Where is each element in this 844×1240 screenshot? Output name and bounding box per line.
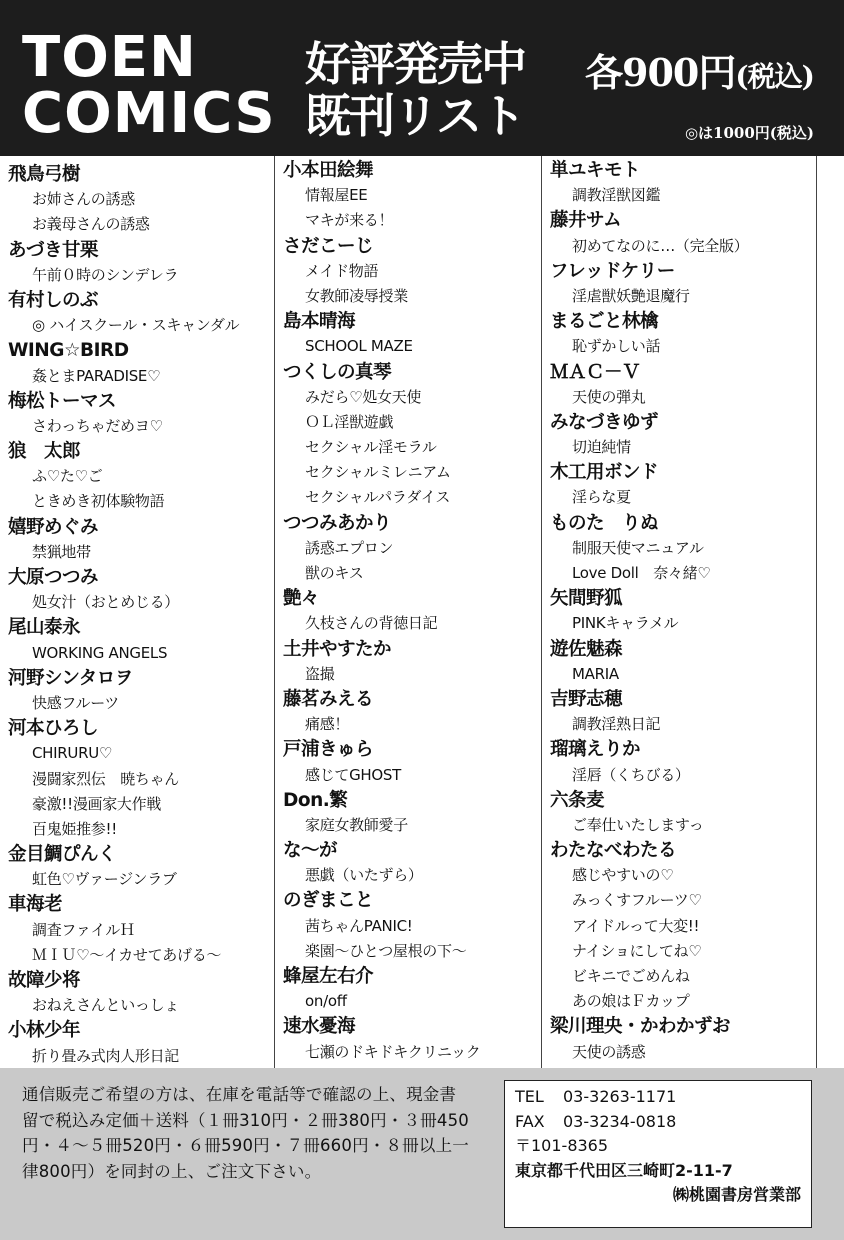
book-title: PINKキャラメル [572, 614, 679, 633]
book-title: 調教淫獣図鑑 [572, 186, 661, 205]
author-name: 木工用ボンド [550, 462, 659, 484]
author-name: ものた りぬ [550, 512, 659, 534]
book-title: 淫らな夏 [572, 488, 631, 507]
author-name: 吉野志穂 [550, 688, 623, 710]
book-title: セクシャルミレニアム [305, 463, 451, 482]
author-name: Don.繁 [283, 789, 348, 811]
author-name: 金目鯛ぴんく [8, 844, 117, 866]
brand-logo [22, 25, 276, 146]
fax-label: FAX [515, 1111, 545, 1131]
author-name: 飛鳥弓樹 [8, 164, 81, 185]
book-title: 調教淫熟日記 [572, 715, 661, 734]
book-title: 午前０時のシンデレラ [32, 265, 179, 284]
book-title: 処女汁（おとめじる） [32, 593, 180, 612]
author-name: 遊佐魅森 [550, 638, 623, 660]
book-title: 切迫純情 [572, 438, 631, 457]
book-title: さわっちゃだめヨ♡ [32, 416, 163, 435]
catalog-column-1 [0, 156, 274, 1068]
book-title: WORKING ANGELS [32, 643, 168, 662]
book-title: 女教師凌辱授業 [305, 286, 408, 305]
book-title: 漫闘家烈伝 暁ちゃん [32, 769, 180, 788]
author-name: まるごと林檎 [550, 311, 659, 333]
book-title: ◎ ハイスクール・スキャンダル [32, 316, 240, 335]
book-title: ナイショにしてね♡ [572, 941, 702, 960]
book-title: 制服天使マニュアル [572, 538, 704, 557]
book-title: セクシャルパラダイス [305, 488, 451, 507]
book-title: CHIRURU♡ [32, 744, 113, 763]
tel-row [515, 1085, 801, 1110]
author-name: 嬉野めぐみ [8, 516, 99, 538]
author-name: 艶々 [283, 588, 320, 610]
author-name: フレッドケリー [550, 260, 675, 282]
book-title: 天使の弾丸 [572, 387, 646, 406]
book-title: 調査ファイルＨ [32, 920, 135, 939]
book-title: ＭＩＵ♡～イカせてあげる～ [32, 945, 222, 964]
author-name: 藤茗みえる [283, 688, 374, 710]
author-name: 矢間野狐 [550, 588, 623, 610]
price-main: 各900円 [585, 50, 736, 95]
book-title: 淫虐獣妖艶退魔行 [572, 286, 690, 305]
catalog-column-2 [274, 156, 541, 1068]
author-name: つつみあかり [283, 512, 392, 534]
book-title: 家庭女教師愛子 [305, 815, 408, 834]
author-name: 蜂屋左右介 [283, 966, 374, 987]
author-name: 梁川理央・かわかずお [550, 1016, 731, 1038]
header-banner [0, 0, 844, 156]
author-name: 大原つつみ [8, 567, 99, 588]
author-name: 戸浦きゅら [283, 739, 374, 761]
mail-order-instructions: 通信販売ご希望の方は、在庫を電話等で確認の上、現金書留で税込み定価＋送料（１冊310円・２冊380円・３冊450円・４～５冊520円・６冊590円・７冊660円・８冊以上一律800円）を同封の上、ご注文下さい。 [22, 1085, 469, 1181]
list-title [305, 38, 525, 142]
author-name: ＭＡＣ－Ｖ [550, 361, 641, 383]
book-title: 獣のキス [305, 564, 364, 582]
author-name: WING☆BIRD [8, 340, 129, 362]
author-name: 瑠璃えりか [550, 739, 641, 761]
author-name: わたなべわたる [550, 840, 677, 862]
author-name: 六条麦 [550, 789, 605, 811]
order-footer [0, 1068, 844, 1240]
author-name: 有村しのぶ [8, 289, 99, 311]
author-name: 藤井サム [550, 210, 622, 232]
price-note: ◎は1000円(税込) [684, 124, 814, 142]
author-name: みなづきゆず [550, 411, 659, 433]
book-title: アイドルって大変!! [572, 916, 700, 935]
book-title: お義母さんの誘惑 [32, 215, 150, 234]
author-name: 単ユキモト [550, 160, 641, 181]
book-title: 痛感！ [305, 715, 350, 734]
book-title: 折り畳み式肉人形日記 [32, 1046, 180, 1065]
author-name: 小林少年 [8, 1020, 81, 1042]
book-title: 盗撮 [305, 664, 335, 683]
author-name: 速水憂海 [283, 1016, 356, 1038]
author-name: 土井やすたか [283, 638, 392, 660]
author-name: 河本ひろし [8, 718, 99, 740]
tel-number: 03-3263-1171 [563, 1087, 677, 1106]
author-name: 河野シンタロヲ [8, 667, 133, 689]
book-title: 禁猟地帯 [32, 542, 91, 561]
author-name: 小本田絵舞 [283, 160, 374, 181]
book-title: SCHOOL MAZE [305, 337, 413, 356]
book-title: 悪戯（いたずら） [305, 866, 423, 885]
author-name: 尾山泰永 [8, 617, 81, 639]
author-name: 故障少将 [8, 970, 81, 991]
author-name: な～が [283, 840, 338, 862]
book-title: ビキニでごめんね [572, 967, 690, 985]
book-title: 姦とまPARADISE♡ [32, 366, 161, 385]
title-line-1: 好評発売中 [305, 37, 525, 91]
author-name: つくしの真琴 [283, 361, 392, 383]
book-title: Love Doll 奈々緒♡ [572, 564, 711, 582]
author-name: 島本晴海 [283, 311, 356, 333]
book-title: ふ♡た♡ご [32, 467, 103, 486]
book-title: 感じてGHOST [305, 765, 401, 784]
book-title: あの娘はＦカップ [572, 992, 690, 1011]
book-title: MARIA [572, 664, 619, 683]
book-title: 初めてなのに…（完全版） [572, 236, 749, 255]
book-title: 虹色♡ヴァージンラブ [32, 870, 177, 889]
brand-line-1: TOEN [22, 25, 197, 90]
book-title: 淫唇（くちびる） [572, 765, 690, 784]
book-title: お姉さんの誘惑 [32, 190, 135, 209]
price-label [585, 42, 814, 97]
author-name: 狼 太郎 [8, 441, 81, 463]
fax-row [515, 1110, 801, 1135]
book-title: ご奉仕いたしますっ [572, 815, 704, 834]
title-line-2: 既刊リスト [305, 89, 525, 143]
book-title: メイド物語 [305, 261, 379, 280]
book-title: 茜ちゃんPANIC! [305, 916, 413, 935]
book-title: on/off [305, 992, 347, 1011]
postal-code: 〒101-8365 [515, 1136, 609, 1155]
catalog-column-3 [541, 156, 816, 1068]
fax-number: 03-3234-0818 [563, 1111, 677, 1131]
book-title: 百鬼姫推参!! [32, 819, 117, 838]
catalog-column-empty [816, 156, 844, 1068]
author-name: あづき甘栗 [8, 239, 99, 261]
catalog-list [0, 156, 844, 1068]
publisher-name: ㈱桃園書房営業部 [672, 1185, 801, 1204]
book-title: 豪激!!漫画家大作戦 [32, 794, 162, 813]
book-title: 誘惑エプロン [305, 538, 394, 557]
book-title: ＯＬ淫獣遊戯 [305, 412, 394, 431]
book-title: 七瀬のドキドキクリニック [305, 1042, 481, 1061]
book-title: 快感フルーツ [32, 693, 120, 712]
book-title: 天使の誘惑 [572, 1042, 646, 1061]
author-name: 梅松トーマス [8, 390, 117, 412]
tel-label: TEL [515, 1087, 544, 1106]
author-name: のぎまこと [283, 890, 374, 912]
book-title: おねえさんといっしょ [32, 996, 180, 1015]
address: 東京都千代田区三崎町2-11-7 [515, 1160, 733, 1180]
book-title: みだら♡処女天使 [305, 387, 422, 406]
book-title: ときめき初体験物語 [32, 492, 165, 511]
book-title: マキが来る！ [305, 211, 394, 230]
author-name: さだこーじ [283, 235, 374, 257]
book-title: 恥ずかしい話 [572, 337, 661, 356]
author-name: 車海老 [8, 894, 63, 916]
book-title: 久枝さんの背徳日記 [305, 614, 438, 633]
price-tax: (税込) [735, 60, 814, 93]
brand-line-2: COMICS [22, 81, 276, 146]
book-title: 感じやすいの♡ [572, 866, 674, 885]
book-title: 情報屋EE [305, 186, 368, 205]
book-title: 楽園～ひとつ屋根の下～ [305, 941, 467, 960]
book-title: みっくすフルーツ♡ [572, 891, 702, 910]
book-title: セクシャル淫モラル [305, 438, 437, 457]
contact-box [504, 1080, 812, 1228]
